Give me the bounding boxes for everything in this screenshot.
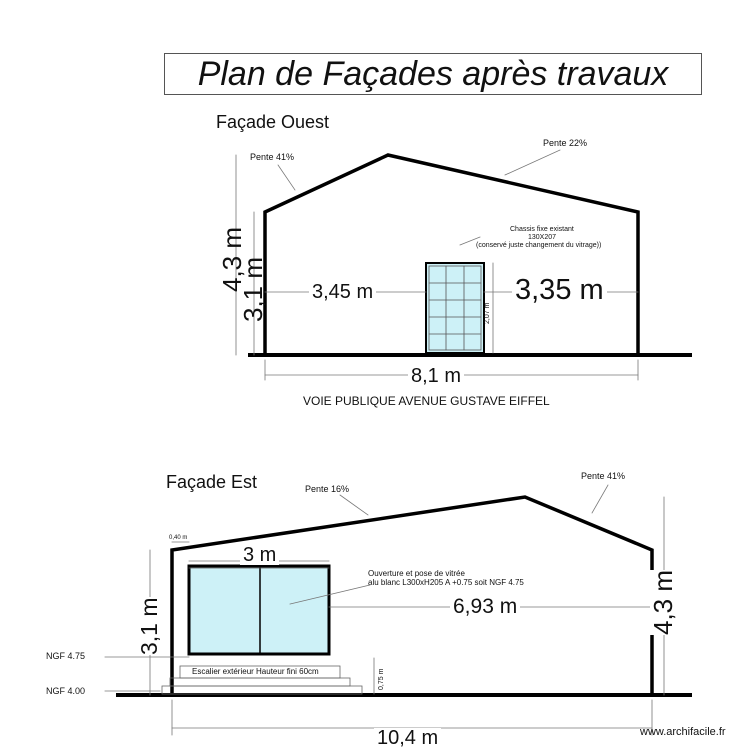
east-width-label: 10,4 m <box>374 728 441 748</box>
ngf-high-label: NGF 4.75 <box>46 651 86 661</box>
ngf-low-label: NGF 4.00 <box>46 686 86 696</box>
west-dist-left-label: 3,45 m <box>309 282 376 302</box>
east-slope-left-leader <box>340 495 368 515</box>
east-glazed-opening <box>189 566 329 654</box>
east-stair-height-label: 0,75 m <box>378 668 385 690</box>
west-height-wall-label: 3,1 m <box>238 256 268 322</box>
east-slope-right-label: Pente 41% <box>581 471 626 481</box>
east-stair-label: Escalier extérieur Hauteur fini 60cm <box>192 667 319 676</box>
west-window <box>426 263 484 353</box>
east-slope-right-leader <box>592 485 608 513</box>
west-window-note-2: 130X207 <box>528 234 557 241</box>
watermark: www.archifacile.fr <box>640 726 726 738</box>
west-slope-left-label: Pente 41% <box>250 152 295 162</box>
east-height-total-label: 4,3 m <box>648 569 678 635</box>
east-height-wall-label: 3,1 m <box>136 597 162 655</box>
west-facade-heading: Façade Ouest <box>216 112 330 132</box>
west-width-label: 8,1 m <box>408 366 464 386</box>
west-slope-left-leader <box>278 165 295 190</box>
east-opening-note-2: alu blanc L300xH205 A +0.75 soit NGF 4.75 <box>368 578 524 587</box>
east-slope-left-label: Pente 16% <box>305 484 350 494</box>
west-street-label: VOIE PUBLIQUE AVENUE GUSTAVE EIFFEL <box>303 394 550 408</box>
west-slope-right-leader <box>505 150 560 175</box>
east-lintel-label: 0,40 m <box>169 535 188 541</box>
west-height-total-label: 4,3 m <box>217 226 247 292</box>
drawing-title: Plan de Façades après travaux <box>197 55 669 93</box>
east-opening-width-label: 3 m <box>240 545 279 565</box>
west-window-height-label: 2,07 m <box>484 302 491 324</box>
title-box <box>164 53 702 95</box>
west-window-note-1: Chassis fixe existant <box>510 226 574 233</box>
west-dist-right-label: 3,35 m <box>512 276 607 305</box>
east-opening-note-1: Ouverture et pose de vitrée <box>368 569 465 578</box>
west-window-note-3: (conservé juste changement du vitrage)) <box>476 242 602 249</box>
west-slope-right-label: Pente 22% <box>543 138 588 148</box>
east-dist-right-label: 6,93 m <box>450 596 520 617</box>
east-facade-heading: Façade Est <box>166 472 258 492</box>
